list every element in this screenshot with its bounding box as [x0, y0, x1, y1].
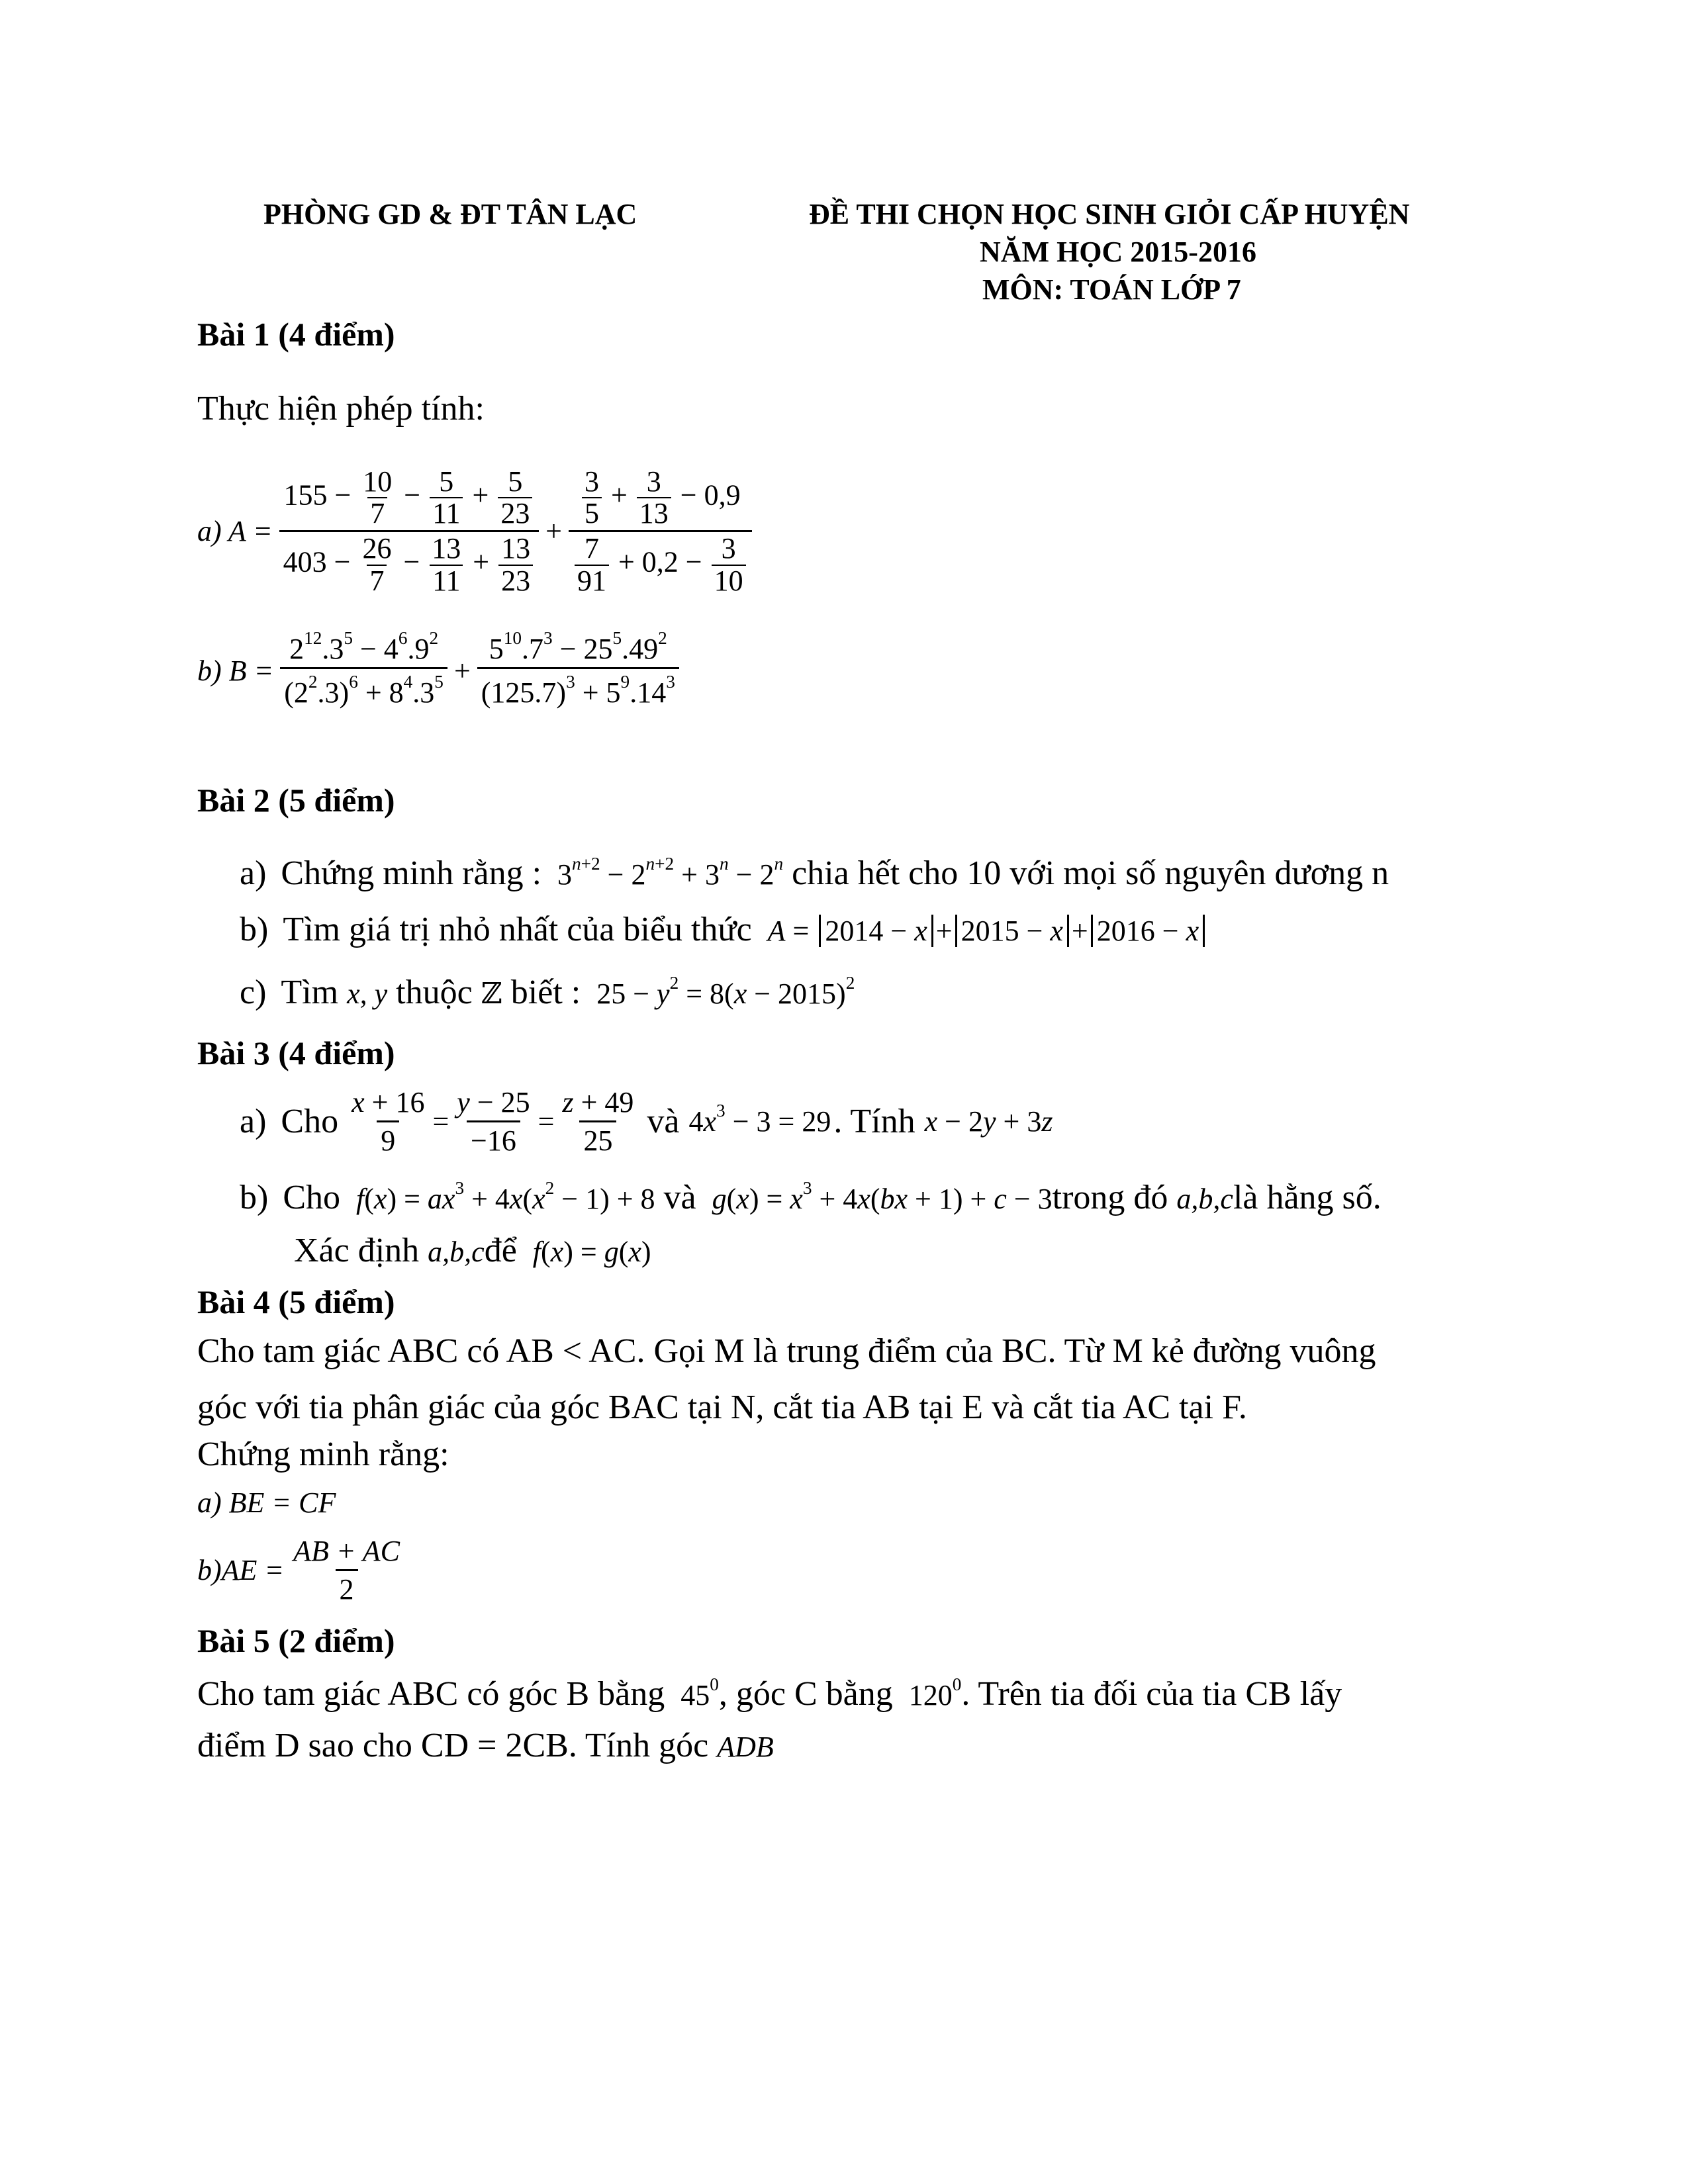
bai2-item-c: c) Tìm x, y thuộc ℤ biết : $25 - y^2 = 8(x - 2015)^2$ — [240, 973, 855, 1011]
bai5-title: Bài 5 (2 điểm) — [197, 1622, 395, 1659]
school-name: PHÒNG GD & ĐT TÂN LẠC — [263, 198, 637, 230]
bai4-line1: Cho tam giác ABC có AB < AC. Gọi M là trung điểm của BC. Từ M kẻ đường vuông — [197, 1332, 1376, 1370]
bai4-line3: Chứng minh rằng: — [197, 1435, 449, 1473]
bai2-item-b: b) Tìm giá trị nhỏ nhất của biểu thức A = 2014 − x + 2015 − x + 2016 − x — [240, 910, 1207, 949]
bai3-item-b-cont: Xác định a,b,cđể f(x) = g(x) — [294, 1232, 651, 1269]
bai4-title: Bài 4 (5 điểm) — [197, 1283, 395, 1320]
school-year: NĂM HỌC 2015-2016 — [980, 236, 1256, 268]
bai1-expression-a: a) A = 155 − $\frac{10}{7}$ − $\frac{5}{11}$ + $\frac{5}{23}$ 403 − $\frac{26}{7}$ − $\frac{13}{11}$ + $\frac{13}{23}$ + $\frac{3}{5}$ + $\frac{3}{13}$ − 0,9 $\frac{7}{91}$ + 0,2 − $\frac{3}{10}$ — [197, 467, 752, 596]
bai3-item-a: a) Cho $\frac{x + 16}{9}$ = $\frac{y - 25}{-16}$ = $\frac{z + 49}{25}$ và $4x^3 - 3 = 29$ . Tính x − 2y + 3z — [240, 1086, 1053, 1157]
bai5-line2: điểm D sao cho CD = 2CB. Tính góc ADB — [197, 1727, 774, 1764]
bai1-b-label: b) B = — [197, 655, 274, 687]
fraction-a-part1: 155 − $\frac{10}{7}$ − $\frac{5}{11}$ + $\frac{5}{23}$ 403 − $\frac{26}{7}$ − $\frac{13}{11}$ + $\frac{13}{23}$ — [279, 467, 539, 596]
fraction-b-part1: $\frac{2^{12}.3^5 - 4^6.9^2}{(2^2.3)^6 + 8^4.3^5}$ — [280, 632, 447, 709]
bai4-item-a: a) BE = CF — [197, 1486, 336, 1519]
bai2-item-a: a) Chứng minh rằng : $3^{n+2} - 2^{n+2} + 3^n - 2^n$ chia hết cho 10 với mọi số nguyên dương n — [240, 854, 1389, 892]
bai3-item-b: b) Cho $f(x) = ax^3 + 4x(x^2 - 1) + 8$ và $g(x) = x^3 + 4x(bx + 1) + c$ − 3trong đó a,b,clà hằng số. — [240, 1178, 1382, 1216]
bai4-item-b: b)AE = $\frac{AB + AC}{2}$ — [197, 1535, 400, 1606]
fraction-b-part2: $\frac{5^{10}.7^3 - 25^5.49^2}{(125.7)^3 + 5^9.14^3}$ — [477, 632, 679, 709]
bai1-expression-b: b) B = $\frac{2^{12}.3^5 - 4^6.9^2}{(2^2.3)^6 + 8^4.3^5}$ + $\frac{5^{10}.7^3 - 25^5.49^2}{(125.7)^3 + 5^9.14^3}$ — [197, 632, 679, 709]
bai3-title: Bài 3 (4 điểm) — [197, 1034, 395, 1071]
bai4-line2: góc với tia phân giác của góc BAC tại N, cắt tia AB tại E và cắt tia AC tại F. — [197, 1388, 1247, 1426]
exam-title: ĐỀ THI CHỌN HỌC SINH GIỎI CẤP HUYỆN — [809, 198, 1410, 230]
bai5-line1: Cho tam giác ABC có góc B bằng $45^0$, góc C bằng $120^0$. Trên tia đối của tia CB lấy — [197, 1674, 1342, 1713]
fraction-a-part2: $\frac{3}{5}$ + $\frac{3}{13}$ − 0,9 $\frac{7}{91}$ + 0,2 − $\frac{3}{10}$ — [569, 467, 752, 596]
bai2-title: Bài 2 (5 điểm) — [197, 782, 395, 819]
bai1-a-label: a) A = — [197, 515, 273, 548]
bai1-intro: Thực hiện phép tính: — [197, 390, 485, 428]
subject: MÔN: TOÁN LỚP 7 — [982, 273, 1241, 306]
bai1-title: Bài 1 (4 điểm) — [197, 316, 395, 353]
